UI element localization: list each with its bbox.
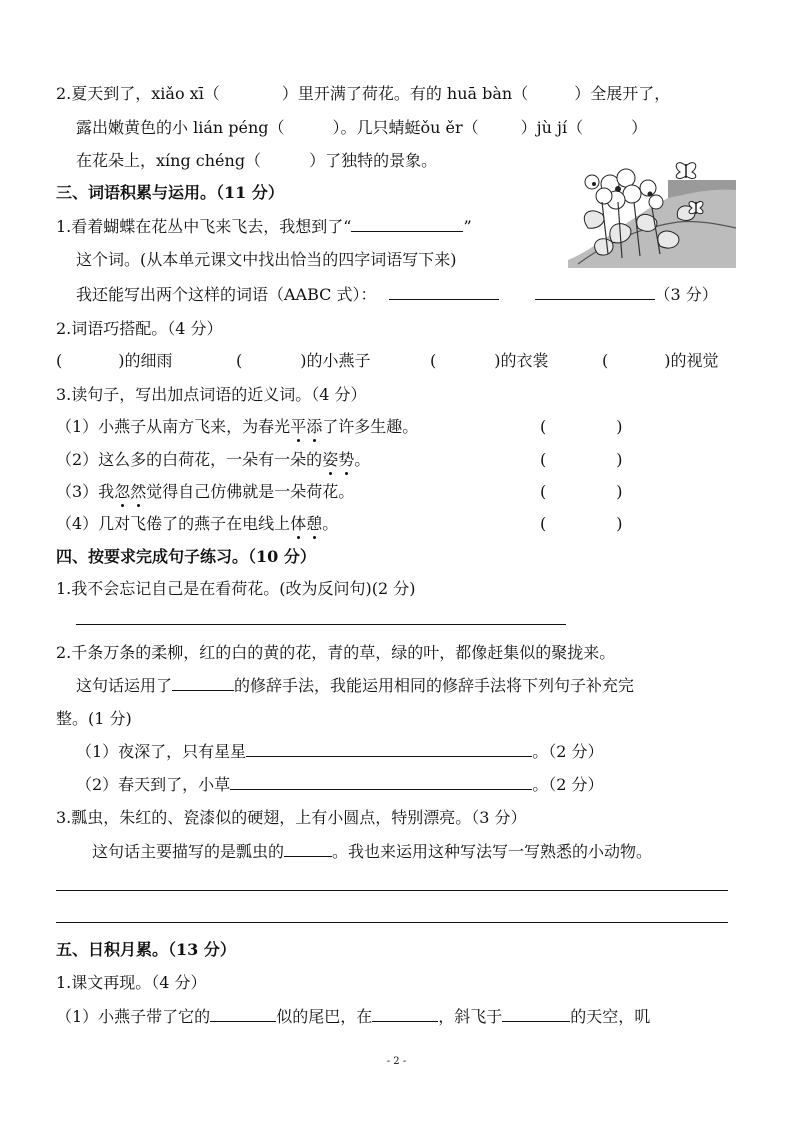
q2-pinyin-line-2: 露出嫩黄色的小 lián péng（ ）。几只蜻蜓ǒu ěr（ ）jù jí（ ） bbox=[76, 118, 648, 137]
s4-q3-line-2: 这句话主要描写的是瓢虫的 。我也来运用这种写法写一写熟悉的小动物。 bbox=[92, 842, 653, 861]
section-5-title: 五、日积月累。（13 分） bbox=[56, 940, 236, 959]
answer-blank[interactable] bbox=[210, 1005, 276, 1022]
match-item-1: ( )的细雨 bbox=[56, 351, 173, 370]
match-item-4: ( )的视觉 bbox=[602, 351, 719, 370]
s3-q1-line-2: 这个词。(从本单元课文中找出恰当的四字词语写下来) bbox=[76, 250, 457, 269]
answer-blank[interactable] bbox=[389, 283, 499, 300]
answer-blank[interactable] bbox=[246, 740, 532, 757]
s3-q1-line-1: 1.看着蝴蝶在花丛中飞来飞去，我想到了“ ” bbox=[56, 217, 472, 236]
s3-q3-answer-3[interactable]: ( ) bbox=[540, 482, 623, 501]
s4-q2-sentence-1: （1）夜深了，只有星星 。（2 分） bbox=[76, 742, 604, 761]
s5-q1-sentence-1: （1）小燕子带了它的 似的尾巴，在 ，斜飞于 的天空，叽 bbox=[56, 1007, 651, 1026]
s3-q3-sentence-2: （2）这么多的白荷花，一朵有一朵的姿势。 bbox=[56, 448, 370, 472]
s3-q3-answer-4[interactable]: ( ) bbox=[540, 514, 623, 533]
s3-q3-sentence-4: （4）几对飞倦了的燕子在电线上体憩。 bbox=[56, 512, 338, 536]
s4-q2-line-3: 整。(1 分) bbox=[56, 709, 132, 728]
s3-q3-answer-2[interactable]: ( ) bbox=[540, 450, 623, 469]
butterfly-icon bbox=[689, 201, 703, 214]
s4-q2-sentence-2: （2）春天到了，小草 。（2 分） bbox=[76, 775, 604, 794]
section-3-title: 三、词语积累与运用。（11 分） bbox=[56, 183, 284, 202]
s4-q3-line-1: 3.瓢虫，朱红的、瓷漆似的硬翅，上有小圆点，特别漂亮。（3 分） bbox=[56, 808, 527, 827]
q2-pinyin-line-1: 2.夏天到了，xiǎo xī（ ）里开满了荷花。有的 huā bàn（ ）全展开了， bbox=[56, 84, 671, 103]
answer-blank[interactable] bbox=[535, 283, 655, 300]
s3-q3-sentence-1: （1）小燕子从南方飞来，为春光平添了许多生趣。 bbox=[56, 415, 418, 439]
match-item-3: ( )的衣裳 bbox=[430, 351, 549, 370]
answer-blank[interactable] bbox=[284, 840, 332, 857]
s3-q3-title: 3.读句子，写出加点词语的近义词。（4 分） bbox=[56, 385, 367, 404]
answer-blank[interactable] bbox=[230, 773, 532, 790]
s4-q3-answer-line-1[interactable] bbox=[56, 890, 728, 891]
s3-q2-title: 2.词语巧搭配。（4 分） bbox=[56, 319, 223, 338]
s4-q2-line-1: 2.千条万条的柔柳，红的白的黄的花，青的草，绿的叶，都像赶集似的聚拢来。 bbox=[56, 643, 616, 662]
s3-q1-line-3: 我还能写出两个这样的词语（AABC 式）： （3 分） bbox=[76, 285, 718, 304]
q2-pinyin-line-3: 在花朵上，xíng chéng（ ）了独特的景象。 bbox=[76, 151, 438, 170]
butterfly-icon bbox=[676, 163, 696, 179]
match-item-2: ( )的小燕子 bbox=[236, 351, 371, 370]
s3-q3-sentence-3: （3）我忽然觉得自己仿佛就是一朵荷花。 bbox=[56, 480, 354, 504]
butterfly-flower-illustration bbox=[568, 158, 736, 268]
s4-q3-answer-line-2[interactable] bbox=[56, 922, 728, 923]
answer-blank[interactable] bbox=[502, 1005, 570, 1022]
s4-q1-answer-line[interactable] bbox=[76, 624, 566, 625]
answer-blank[interactable] bbox=[351, 215, 463, 232]
s3-q3-answer-1[interactable]: ( ) bbox=[540, 417, 623, 436]
answer-blank[interactable] bbox=[372, 1005, 438, 1022]
s4-q2-line-2: 这句话运用了 的修辞手法，我能运用相同的修辞手法将下列句子补充完 bbox=[76, 676, 635, 695]
section-4-title: 四、按要求完成句子练习。（10 分） bbox=[56, 547, 316, 566]
s5-q1-title: 1.课文再现。（4 分） bbox=[56, 973, 207, 992]
answer-blank[interactable] bbox=[172, 674, 234, 691]
page-number: - 2 - bbox=[386, 1056, 407, 1067]
s4-q1: 1.我不会忘记自己是在看荷花。(改为反问句)(2 分) bbox=[56, 579, 416, 598]
